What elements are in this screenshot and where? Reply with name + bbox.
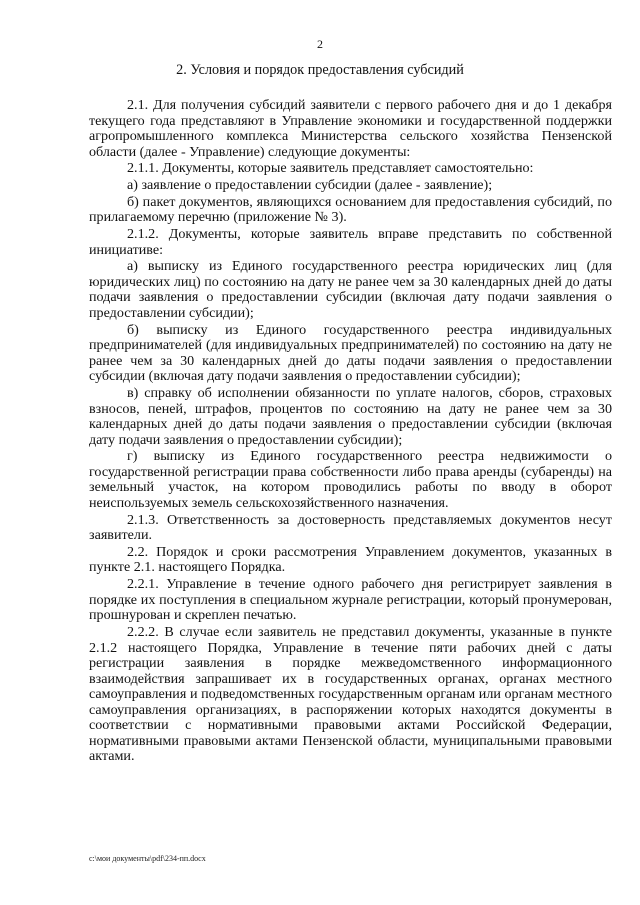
paragraph-2-2-1: 2.2.1. Управление в течение одного рабочего дня регистрирует заявления в порядке их поступления в специальном журнале регистрации, который пронумерован, прошнурован и скреплен печатью. <box>89 576 612 624</box>
paragraph-2-1-2-b: б) выписку из Единого государственного реестра индивидуальных предпринимателей (для индивидуальных предпринимателей) по состоянию на дату не ранее чем за 30 календарных дней до даты подачи заявления о предоставлении субсидии (включая дату подачи заявления о предоставлении субсидии); <box>89 321 612 385</box>
document-body <box>89 98 612 766</box>
paragraph-2-1-2-v: в) справку об исполнении обязанности по уплате налогов, сборов, страховых взносов, пеней, штрафов, процентов по состоянию на дату не ранее чем за 30 календарных дней до даты подачи заявления о предоставлении субсидии (включая дату подачи заявления о предоставлении субсидии); <box>89 385 612 448</box>
paragraph-2-1-3: 2.1.3. Ответственность за достоверность представляемых документов несут заявители. <box>89 511 612 544</box>
section-heading: 2. Условия и порядок предоставления субсидий <box>176 62 464 78</box>
paragraph-2-1-1-a: а) заявление о предоставлении субсидии (далее - заявление); <box>127 177 493 194</box>
paragraph-2-1: 2.1. Для получения субсидий заявители с первого рабочего дня и до 1 декабря текущего года представляют в Управление экономики и государственной поддержки агропромышленного комплекса Министерства сельского хозяйства Пензенской области (далее - Управление) следующие документы: <box>89 97 612 160</box>
paragraph-2-1-2-g: г) выписку из Единого государственного реестра недвижимости о государственной регистрации права собственности либо права аренды (субаренды) на земельный участок, на котором проводились работы по вводу в оборот неиспользуемых земель сельскохозяйственного назначения. <box>89 448 612 511</box>
paragraph-2-2: 2.2. Порядок и сроки рассмотрения Управлением документов, указанных в пункте 2.1. настоящего Порядка. <box>89 543 612 576</box>
paragraph-2-1-1-b: б) пакет документов, являющихся основанием для предоставления субсидий, по прилагаемому перечню (приложение № 3). <box>89 193 612 226</box>
paragraph-2-1-1: 2.1.1. Документы, которые заявитель представляет самостоятельно: <box>127 160 534 177</box>
page-number: 2 <box>317 37 323 51</box>
paragraph-2-1-2-a: а) выписку из Единого государственного реестра юридических лиц (для юридических лиц) по состоянию на дату не ранее чем за 30 календарных дней до даты подачи заявления о предоставлении субсидии (включая дату подачи заявления о предоставлении субсидии); <box>89 258 612 321</box>
file-path-footer: c:\мои документы\pdf\234-пп.docx <box>89 854 206 863</box>
paragraph-2-2-2: 2.2.2. В случае если заявитель не представил документы, указанные в пункте 2.1.2 настоящего Порядка, Управление в течение пяти рабочих дней с даты регистрации заявления в порядке межведомственного информационного взаимодействия запрашивает их в государственных органах, органах местного самоуправления и подведомственных государственным органам или органам местного самоуправления организациях, в распоряжении которых находятся документы в соответствии с нормативными правовыми актами Российской Федерации, нормативными правовыми актами Пензенской области, муниципальными правовыми актами. <box>89 624 612 765</box>
paragraph-2-1-2: 2.1.2. Документы, которые заявитель вправе представить по собственной инициативе: <box>89 226 612 258</box>
